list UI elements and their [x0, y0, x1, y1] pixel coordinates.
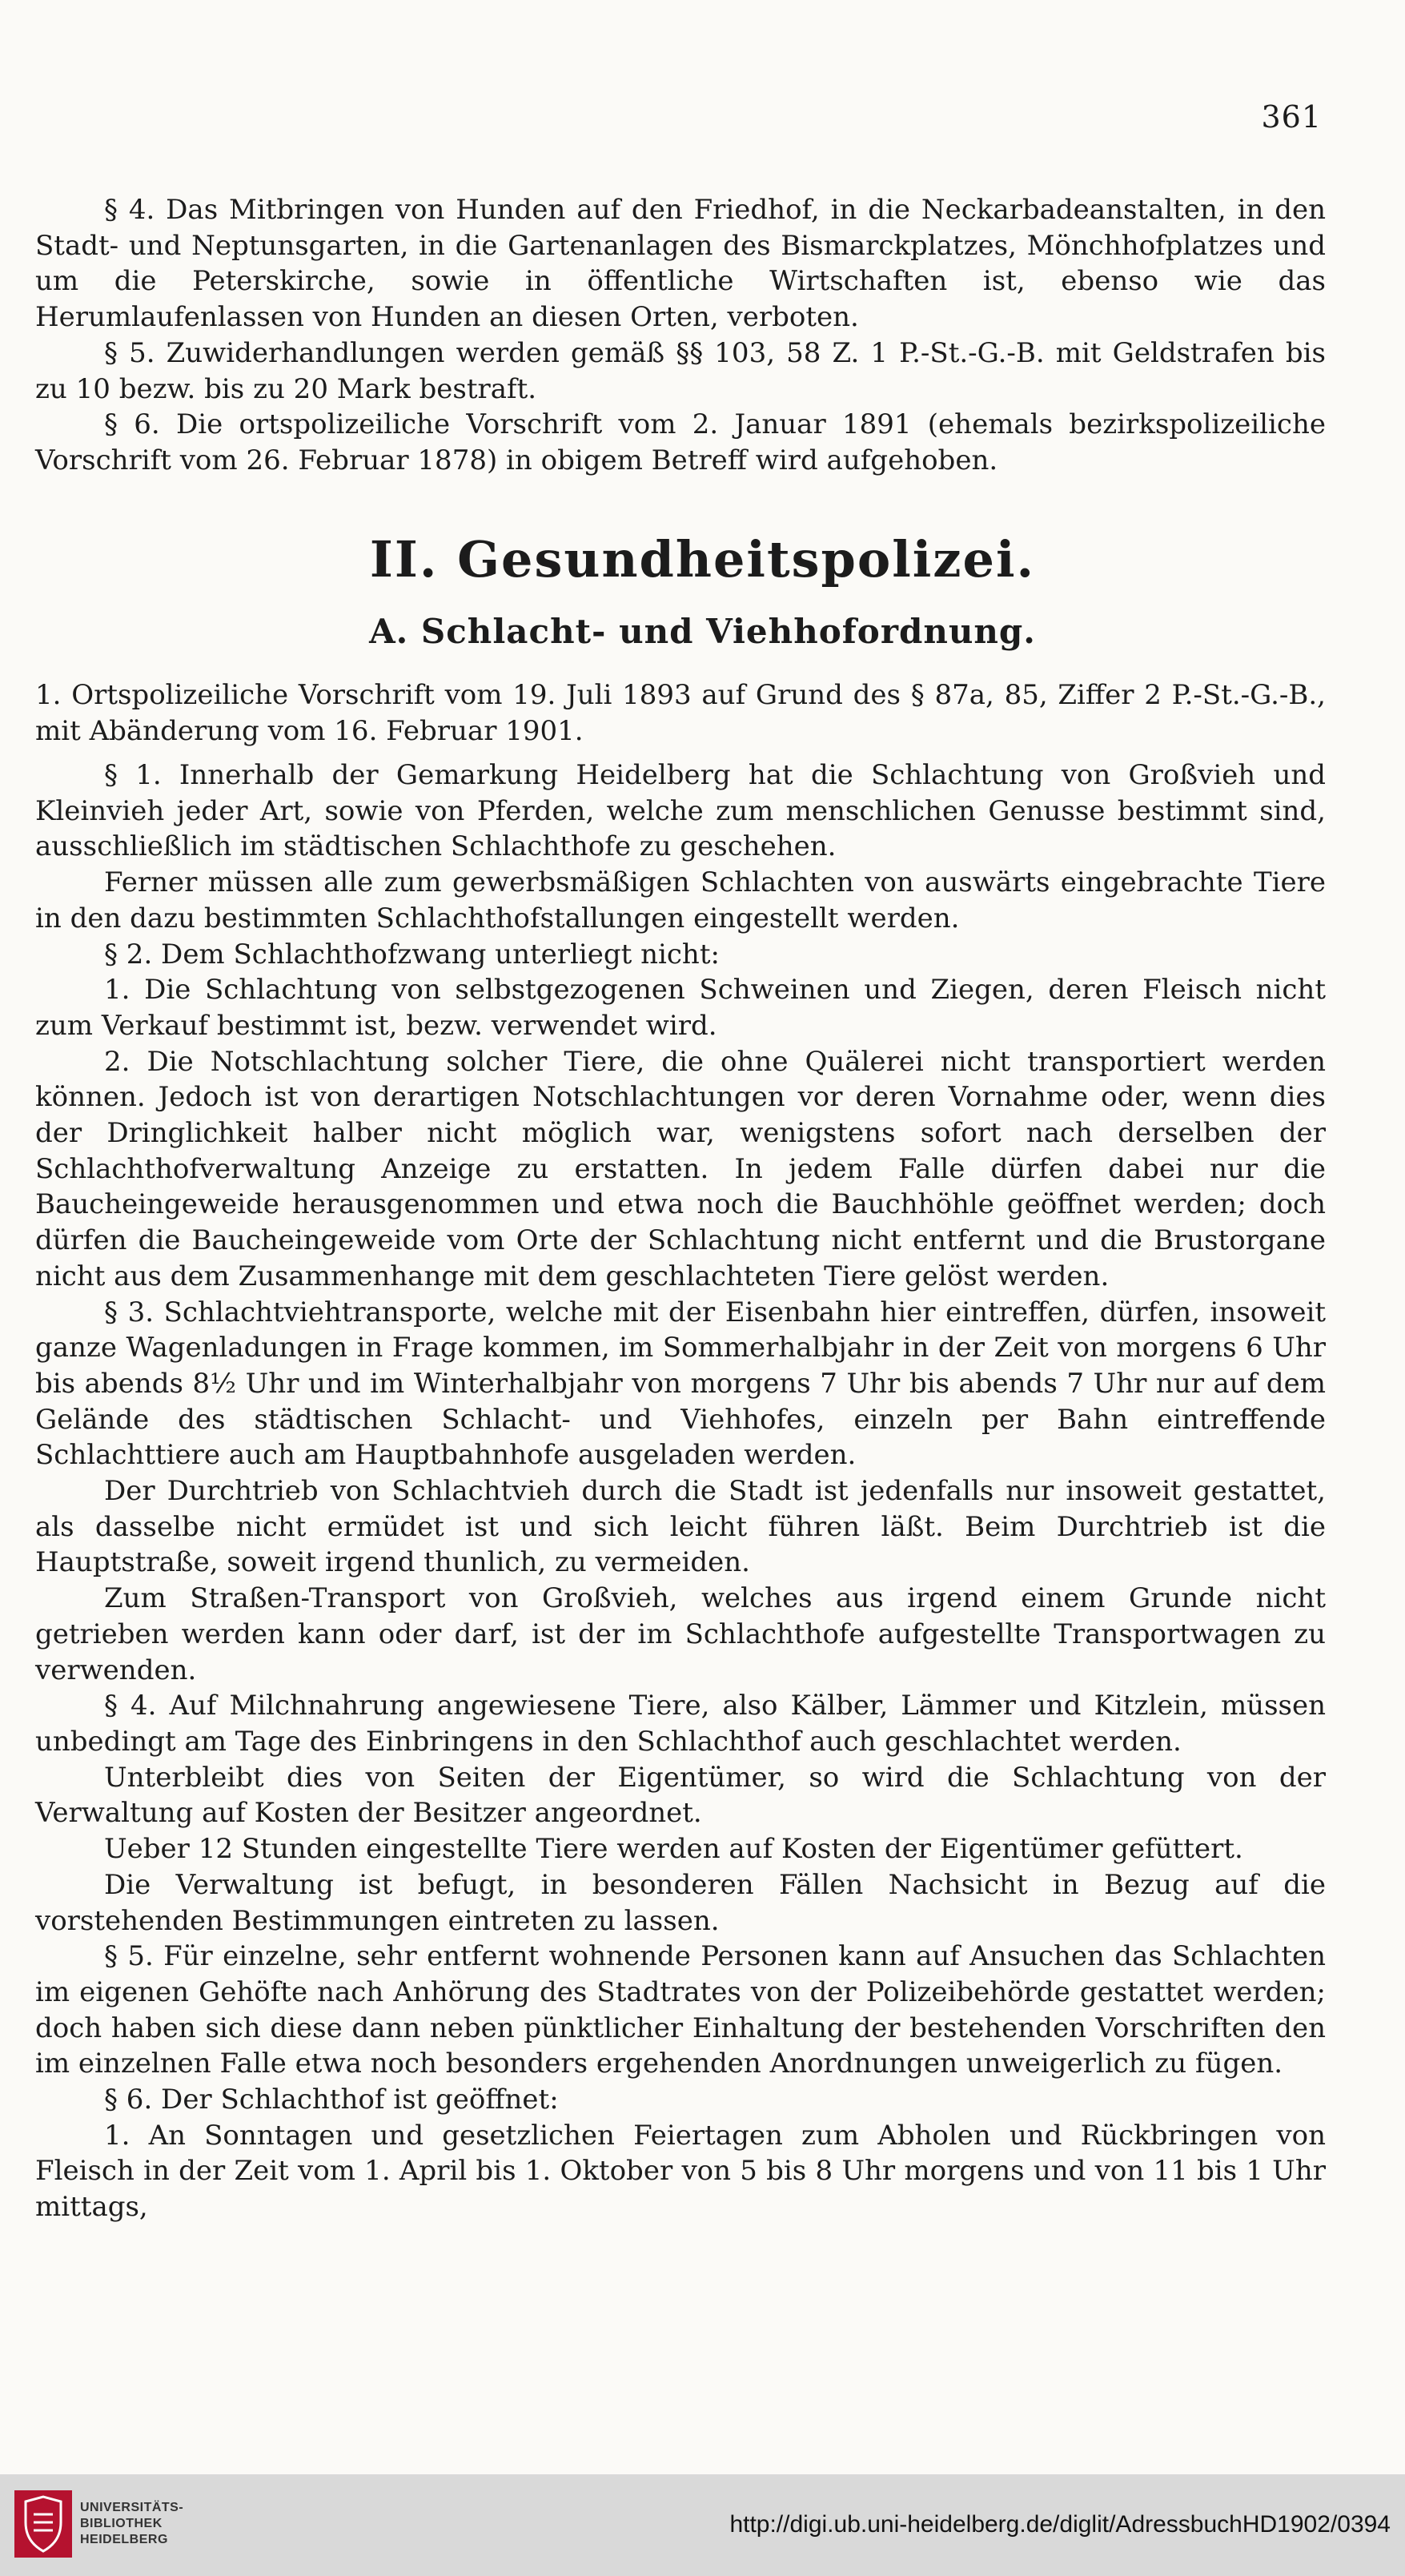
regulation-paragraph: § 5. Für einzelne, sehr entfernt wohnende Personen kann auf Ansuchen das Schlachten im eigenen Gehöfte nach Anhörung des Stadtrates von der Polizeibehörde gestattet werden; doch haben sich diese dann neben pünktlicher Einhaltung der bestehenden Vorschriften den im einzelnen Falle etwa noch besonders ergehenden Anordnungen unweigerlich zu fügen.: [35, 1940, 1326, 2080]
paragraph-5-penalties: § 5. Zuwiderhandlungen werden gemäß §§ 103, 58 Z. 1 P.-St.-G.-B. mit Geldstrafen bis zu 10 bezw. bis zu 20 Mark bestraft.: [35, 336, 1326, 405]
regulation-title-block: [35, 677, 1326, 749]
regulation-paragraph: 2. Die Notschlachtung solcher Tiere, die ohne Quälerei nicht transportiert werden können. Jedoch ist von derartigen Notschlachtungen vor deren Vornahme oder, wenn dies der Dringlichkeit halber nicht möglich war, wenigstens sofort nach derselben der Schlachthofverwaltung Anzeige zu erstatten. In jedem Falle dürfen dabei nur die Baucheingeweide herausgenommen und etwa noch die Bauchhöhle geöffnet werden; doch dürfen die Baucheingeweide vom Orte der Schlachtung nicht entfernt und die Brustorgane nicht aus dem Zusammenhange mit dem geschlachteten Tiere gelöst werden.: [35, 1045, 1326, 1292]
subsection-heading: A. Schlacht- und Viehhofordnung.: [369, 612, 1036, 651]
regulation-paragraph: Der Durchtrieb von Schlachtvieh durch die Stadt ist jedenfalls nur insoweit gestattet, als dasselbe nicht ermüdet ist und sich leicht führen läßt. Beim Durchtrieb ist die Hauptstraße, soweit irgend thunlich, zu vermeiden.: [35, 1475, 1326, 1579]
regulation-paragraph: Unterbleibt dies von Seiten der Eigentümer, so wird die Schlachtung von der Verwaltung auf Kosten der Besitzer angeordnet.: [35, 1761, 1326, 1830]
intro-section: [35, 192, 1326, 479]
institution-line: UNIVERSITÄTS-: [80, 2501, 184, 2514]
regulation-paragraph: § 2. Dem Schlachthofzwang unterliegt nicht:: [104, 938, 720, 971]
regulation-paragraph: § 3. Schlachtviehtransporte, welche mit der Eisenbahn hier eintreffen, dürfen, insoweit ganze Wagenladungen in Frage kommen, im Sommerhalbjahr in der Zeit von morgens 6 Uhr bis abends 8½ Uhr und im Winterhalbjahr von morgens 7 Uhr bis abends 7 Uhr nur auf dem Gelände des städtischen Schlacht- und Viehhofes, einzeln per Bahn eintreffende Schlachttiere auch am Hauptbahnhofe ausgeladen werden.: [35, 1296, 1326, 1472]
regulation-paragraph: Ferner müssen alle zum gewerbsmäßigen Schlachten von auswärts eingebrachte Tiere in den dazu bestimmten Schlachthofstallungen eingestellt werden.: [35, 866, 1326, 934]
university-library-logo[interactable]: [14, 2490, 72, 2558]
regulation-paragraph: Ueber 12 Stunden eingestellte Tiere werden auf Kosten der Eigentümer gefüttert.: [104, 1833, 1243, 1866]
regulation-paragraph: § 1. Innerhalb der Gemarkung Heidelberg hat die Schlachtung von Großvieh und Kleinvieh jeder Art, sowie von Pferden, welche zum menschlichen Genusse bestimmt sind, ausschließlich im städtischen Schlachthofe zu geschehen.: [35, 759, 1326, 863]
regulation-title: 1. Ortspolizeiliche Vorschrift vom 19. Juli 1893 auf Grund des § 87a, 85, Ziffer 2 P.-St.-G.-B., mit Abänderung vom 16. Februar 1901.: [35, 679, 1326, 747]
regulation-paragraph: 1. Die Schlachtung von selbstgezogenen Schweinen und Ziegen, deren Fleisch nicht zum Verkauf bestimmt ist, bezw. verwendet wird.: [35, 974, 1326, 1042]
digitization-footer: [0, 2474, 1405, 2576]
regulation-body: [35, 758, 1326, 2225]
paragraph-6-repeal: § 6. Die ortspolizeiliche Vorschrift vom 2. Januar 1891 (ehemals bezirkspolizeiliche Vorschrift vom 26. Februar 1878) in obigem Betreff wird aufgehoben.: [35, 408, 1326, 476]
page-number: 361: [1261, 99, 1322, 135]
regulation-paragraph: Zum Straßen-Transport von Großvieh, welches aus irgend einem Grunde nicht getrieben werden kann oder darf, ist der im Schlachthofe aufgestellte Transportwagen zu verwenden.: [35, 1582, 1326, 1686]
regulation-paragraph: 1. An Sonntagen und gesetzlichen Feiertagen zum Abholen und Rückbringen von Fleisch in der Zeit vom 1. April bis 1. Oktober von 5 bis 8 Uhr morgens und von 11 bis 1 Uhr mittags,: [35, 2119, 1326, 2224]
source-url-link[interactable]: http://digi.ub.uni-heidelberg.de/diglit/AdressbuchHD1902/0394: [729, 2511, 1391, 2538]
section-heading: II. Gesundheitspolizei.: [369, 530, 1036, 589]
institution-line: BIBLIOTHEK: [80, 2517, 163, 2530]
library-emblem-icon: [14, 2490, 72, 2558]
regulation-paragraph: § 6. Der Schlachthof ist geöffnet:: [104, 2084, 559, 2116]
regulation-paragraph: Die Verwaltung ist befugt, in besonderen Fällen Nachsicht in Bezug auf die vorstehenden Bestimmungen eintreten zu lassen.: [35, 1868, 1326, 1937]
paragraph-4-dogs: § 4. Das Mitbringen von Hunden auf den Friedhof, in die Neckarbadeanstalten, in den Stadt- und Neptunsgarten, in die Gartenanlagen des Bismarckplatzes, Mönchhofplatzes und um die Peterskirche, sowie in öffentliche Wirtschaften ist, ebenso wie das Herumlaufenlassen von Hunden an diesen Orten, verboten.: [35, 194, 1326, 334]
institution-line: HEIDELBERG: [80, 2533, 168, 2546]
regulation-paragraph: § 4. Auf Milchnahrung angewiesene Tiere, also Kälber, Lämmer und Kitzlein, müssen unbedingt am Tage des Einbringens in den Schlachthof auch geschlachtet werden.: [35, 1690, 1326, 1758]
institution-name: [80, 2500, 183, 2548]
